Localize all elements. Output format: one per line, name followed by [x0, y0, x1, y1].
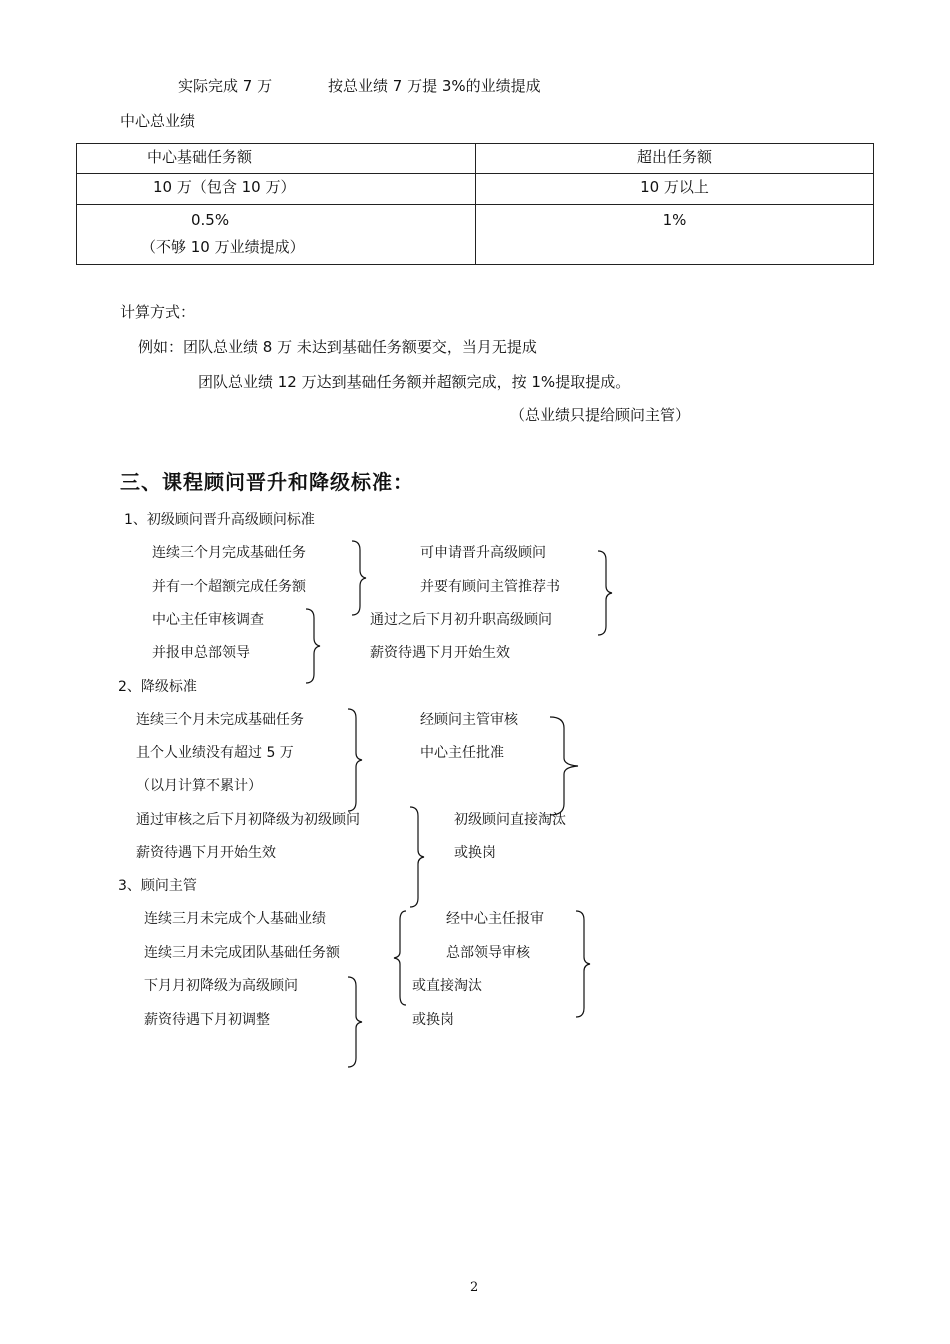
- brace-promotion-2: [594, 550, 618, 636]
- promotion-cond-1: 连续三个月完成基础任务: [152, 545, 306, 561]
- promotion-apply: 可申请晋升高级顾问: [420, 545, 546, 561]
- demotion-transfer: 或换岗: [454, 845, 496, 861]
- supervisor-eliminate: 或直接淘汰: [412, 978, 482, 994]
- table-cell-excess-rate: 1%: [476, 205, 874, 265]
- promotion-cond-2: 并有一个超额完成任务额: [152, 579, 306, 595]
- demotion-cond-2: 且个人业绩没有超过 5 万: [136, 745, 294, 761]
- center-total-label: 中心总业绩: [120, 112, 196, 130]
- demotion-approve: 中心主任批准: [420, 745, 504, 761]
- supervisor-demote: 下月月初降级为高级顾问: [144, 978, 298, 994]
- table-cell-base-rate: 0.5% （不够 10 万业绩提成）: [77, 205, 476, 265]
- brace-supervisor-1: [398, 910, 422, 1006]
- table-cell-base-range: 10 万（包含 10 万）: [77, 174, 476, 205]
- promotion-review: 中心主任审核调查: [152, 612, 264, 628]
- demotion-title: 2、降级标准: [118, 679, 197, 695]
- supervisor-salary: 薪资待遇下月初调整: [144, 1012, 270, 1028]
- demotion-junior-out: 初级顾问直接淘汰: [454, 812, 566, 828]
- promotion-recommend: 并要有顾问主管推荐书: [420, 579, 560, 595]
- promotion-result: 通过之后下月初升职高级顾问: [370, 612, 552, 628]
- brace-promotion-1: [348, 540, 372, 616]
- calc-example-2: 团队总业绩 12 万达到基础任务额并超额完成，按 1%提取提成。: [198, 373, 631, 391]
- supervisor-title: 3、顾问主管: [118, 878, 197, 894]
- table-header-excess: 超出任务额: [476, 144, 874, 174]
- brace-demotion-1: [344, 708, 368, 812]
- supervisor-report: 经中心主任报审: [446, 911, 544, 927]
- section-3-heading: 三、课程顾问晋升和降级标准：: [120, 470, 414, 494]
- brace-demotion-2: [548, 716, 584, 816]
- supervisor-transfer: 或换岗: [412, 1012, 454, 1028]
- brace-supervisor-2: [572, 910, 596, 1018]
- demotion-salary: 薪资待遇下月开始生效: [136, 845, 276, 861]
- actual-completion-text: 实际完成 7 万: [178, 77, 273, 95]
- promotion-salary: 薪资待遇下月开始生效: [370, 645, 510, 661]
- page-number: 2: [470, 1280, 479, 1295]
- supervisor-cond-2: 连续三月未完成团队基础任务额: [144, 945, 340, 961]
- calc-example-1: 例如：团队总业绩 8 万 未达到基础任务额要交，当月无提成: [138, 338, 537, 356]
- demotion-result: 通过审核之后下月初降级为初级顾问: [136, 812, 360, 828]
- table-header-base: 中心基础任务额: [77, 144, 476, 174]
- calc-title: 计算方式：: [120, 303, 196, 321]
- supervisor-hq-review: 总部领导审核: [446, 945, 530, 961]
- brace-demotion-3: [406, 806, 430, 908]
- brace-promotion-3: [302, 608, 326, 684]
- promotion-title: 1、初级顾问晋升高级顾问标准: [124, 512, 315, 528]
- promotion-report: 并报申总部领导: [152, 645, 250, 661]
- brace-supervisor-3: [344, 976, 368, 1068]
- table-cell-excess-range: 10 万以上: [476, 174, 874, 205]
- demotion-review: 经顾问主管审核: [420, 712, 518, 728]
- calc-note: （总业绩只提给顾问主管）: [510, 406, 691, 424]
- demotion-cond-3: （以月计算不累计）: [136, 778, 262, 794]
- demotion-cond-1: 连续三个月未完成基础任务: [136, 712, 304, 728]
- supervisor-cond-1: 连续三月未完成个人基础业绩: [144, 911, 326, 927]
- performance-table: [76, 143, 874, 265]
- commission-text: 按总业绩 7 万提 3%的业绩提成: [328, 77, 541, 95]
